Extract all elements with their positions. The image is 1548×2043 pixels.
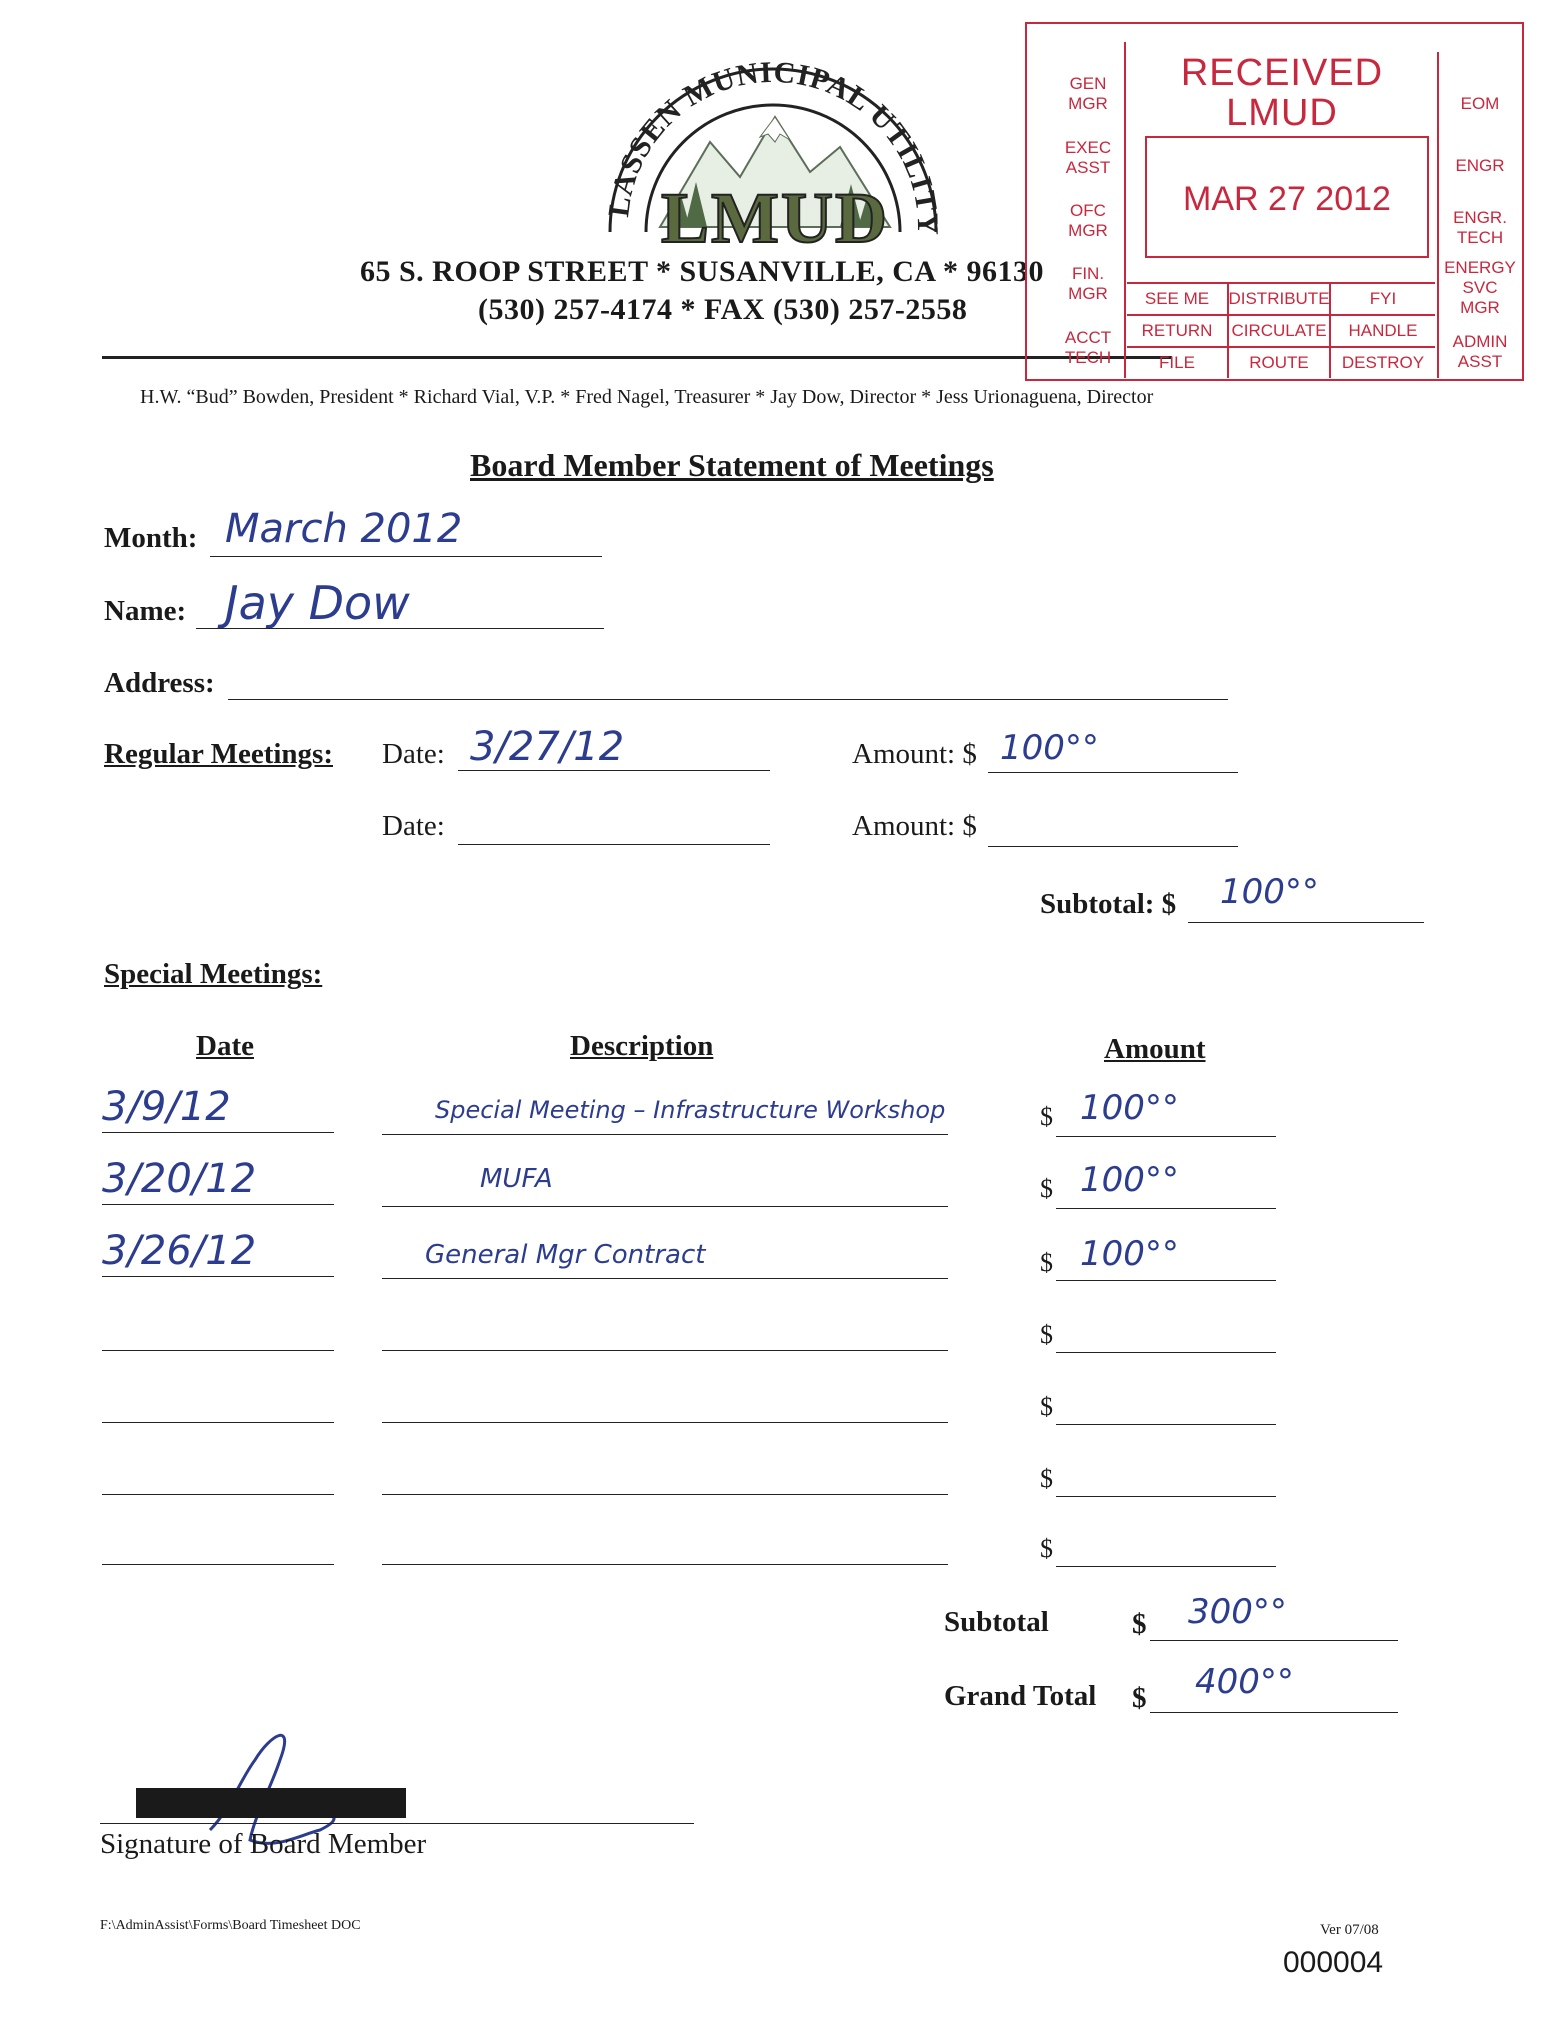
special-row-2-description-line [382,1206,948,1207]
footer-version: Ver 07/08 [1320,1922,1379,1938]
special-row-2-date-line [102,1204,334,1205]
signature-label: Signature of Board Member [100,1828,427,1860]
special-row-3-amount-line [1056,1280,1276,1281]
regular-meetings-label: Regular Meetings: [104,738,333,770]
special-row-3-description-line [382,1278,948,1279]
month-value[interactable]: March 2012 [225,506,463,552]
regular-amount-line [988,772,1238,773]
stamp-action: ROUTE [1229,348,1331,378]
month-label: Month: [104,522,198,554]
special-subtotal-value[interactable]: 300°° [1188,1592,1287,1632]
special-row-1-amount[interactable]: 100°° [1080,1088,1179,1128]
special-row-5-currency: $ [1040,1392,1053,1421]
stamp-action: FILE [1127,348,1229,378]
special-row-2-description[interactable]: MUFA [480,1164,553,1194]
special-row-1-date[interactable]: 3/9/12 [102,1084,231,1130]
regular-amount-line-2 [988,846,1238,847]
header-address: 65 S. ROOP STREET * SUSANVILLE, CA * 96130 [360,255,1044,288]
special-row-6-date-line [102,1494,334,1495]
regular-subtotal-line [1188,922,1424,923]
special-row-4-date-line [102,1350,334,1351]
logo-initials: LMUD [661,178,889,258]
header-rule [102,356,1172,359]
received-stamp [1025,22,1524,381]
special-row-6-description-line [382,1494,948,1495]
grand-total-value[interactable]: 400°° [1195,1662,1294,1702]
stamp-date-box [1145,136,1429,258]
stamp-action: FYI [1331,284,1435,316]
special-row-3-amount[interactable]: 100°° [1080,1234,1179,1274]
name-label: Name: [104,595,187,627]
header-officers: H.W. “Bud” Bowden, President * Richard Vial, V.P. * Fred Nagel, Treasurer * Jay Dow, Director * Jess Urionaguena, Director [140,386,1154,408]
form-title: Board Member Statement of Meetings [470,447,994,483]
regular-subtotal-label: Subtotal: $ [1040,888,1177,920]
regular-date-line-2 [458,844,770,845]
stamp-action: HANDLE [1331,316,1435,348]
special-row-7-amount-line [1056,1566,1276,1567]
stamp-right-column [1437,52,1522,378]
signature-line [100,1823,694,1824]
regular-date-label-2: Date: [382,810,445,842]
special-row-1-date-line [102,1132,334,1133]
special-row-3-description[interactable]: General Mgr Contract [425,1240,706,1270]
special-row-6-amount-line [1056,1496,1276,1497]
address-line [228,699,1228,700]
regular-amount-value[interactable]: 100°° [1000,728,1099,768]
stamp-cell: OFC MGR [1068,201,1108,240]
stamp-date: MAR 27 2012 [1183,180,1391,218]
lmud-logo [600,62,945,262]
special-row-3-date-line [102,1276,334,1277]
regular-amount-label: Amount: $ [852,738,977,770]
regular-date-value[interactable]: 3/27/12 [470,724,625,770]
column-header-amount: Amount [1104,1033,1206,1065]
grand-total-currency: $ [1132,1682,1147,1714]
signature-redaction [136,1788,406,1818]
special-row-4-description-line [382,1350,948,1351]
regular-amount-label-2: Amount: $ [852,810,977,842]
stamp-action: RETURN [1127,316,1229,348]
address-label: Address: [104,667,215,699]
stamp-action: DISTRIBUTE [1229,284,1331,316]
grand-total-line [1150,1712,1398,1713]
special-subtotal-line [1150,1640,1398,1641]
regular-date-label: Date: [382,738,445,770]
stamp-action-grid [1127,282,1435,380]
special-row-4-amount-line [1056,1352,1276,1353]
stamp-cell: GEN MGR [1068,74,1108,113]
stamp-received-title: RECEIVED [1180,52,1384,94]
month-line [210,556,602,557]
grand-total-label: Grand Total [944,1680,1097,1712]
special-subtotal-label: Subtotal [944,1606,1049,1638]
special-row-7-description-line [382,1564,948,1565]
footer-path: F:\AdminAssist\Forms\Board Timesheet DOC [100,1918,361,1933]
regular-date-line [458,770,770,771]
stamp-action: SEE ME [1127,284,1229,316]
special-row-1-description-line [382,1134,948,1135]
stamp-cell: EXEC ASST [1064,138,1112,177]
name-line [196,628,604,629]
special-subtotal-currency: $ [1132,1608,1147,1640]
stamp-cell: FIN. MGR [1068,264,1108,303]
stamp-cell: ENGR. TECH [1453,208,1507,247]
page-number: 000004 [1283,1946,1384,1979]
logo-arc-text: LASSEN MUNICIPAL UTILITY [602,62,945,236]
special-row-3-date[interactable]: 3/26/12 [102,1228,257,1274]
special-row-1-description[interactable]: Special Meeting – Infrastructure Workshop [435,1096,946,1124]
special-row-2-amount[interactable]: 100°° [1080,1160,1179,1200]
special-row-3-currency: $ [1040,1248,1053,1277]
special-row-2-date[interactable]: 3/20/12 [102,1156,257,1202]
special-row-5-date-line [102,1422,334,1423]
special-meetings-label: Special Meetings: [104,958,323,990]
stamp-action: DESTROY [1341,353,1425,372]
column-header-description: Description [570,1030,714,1062]
stamp-left-column [1029,42,1126,378]
special-row-2-amount-line [1056,1208,1276,1209]
regular-subtotal-value[interactable]: 100°° [1220,872,1319,912]
special-row-7-currency: $ [1040,1534,1053,1563]
special-row-6-currency: $ [1040,1464,1053,1493]
stamp-cell: ENERGY SVC MGR [1444,258,1516,317]
special-row-7-date-line [102,1564,334,1565]
special-row-5-amount-line [1056,1424,1276,1425]
stamp-cell: ENGR [1455,156,1505,175]
stamp-cell: ACCT TECH [1064,328,1112,367]
special-row-4-currency: $ [1040,1320,1053,1349]
stamp-action: CIRCULATE [1229,316,1331,348]
header-phone: (530) 257-4174 * FAX (530) 257-2558 [478,293,968,326]
special-row-2-currency: $ [1040,1174,1053,1203]
column-header-date: Date [196,1030,254,1062]
stamp-cell: EOM [1460,94,1500,113]
stamp-org: LMUD [1226,92,1338,134]
stamp-cell: ADMIN ASST [1452,332,1508,371]
special-row-1-amount-line [1056,1136,1276,1137]
name-value[interactable]: Jay Dow [225,576,410,630]
special-row-5-description-line [382,1422,948,1423]
special-row-1-currency: $ [1040,1102,1053,1131]
